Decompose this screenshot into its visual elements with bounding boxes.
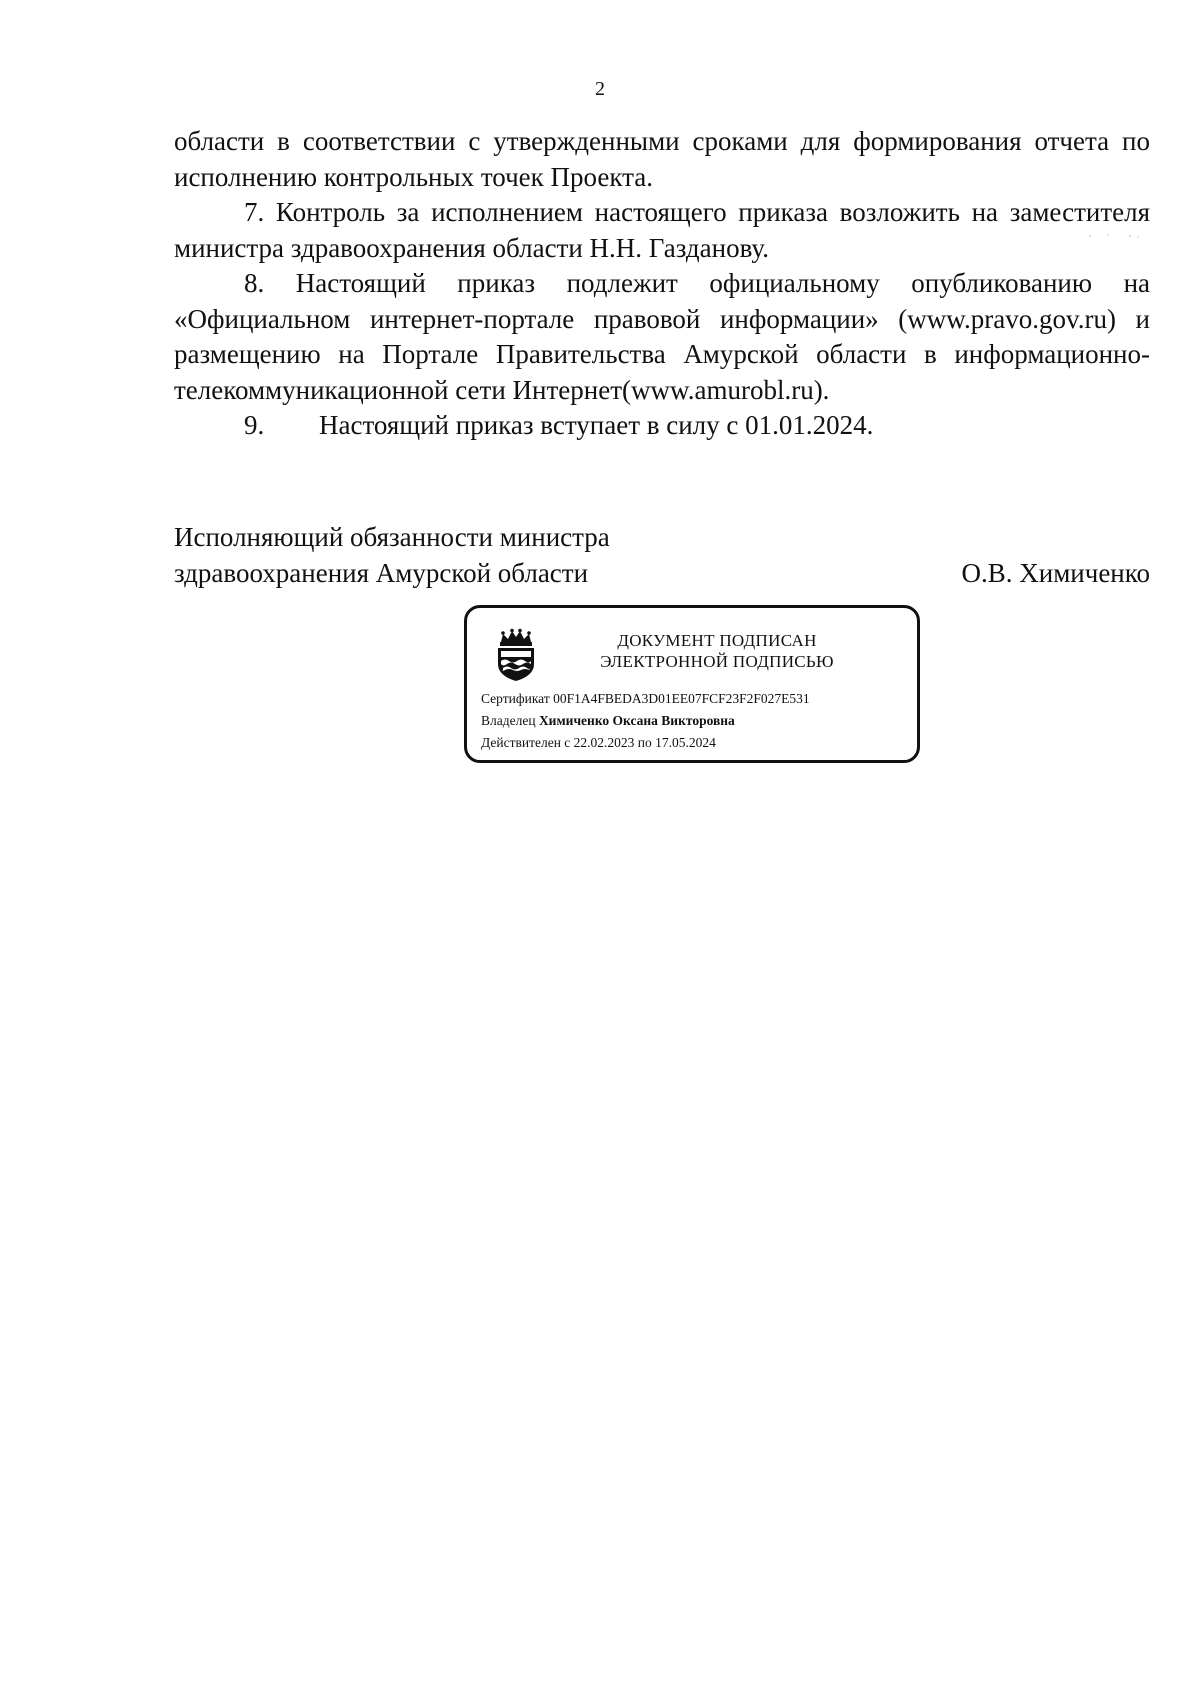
- paragraph-7: 7. Контроль за исполнением настоящего приказа возложить на заместителя министра здравоохранения области Н.Н. Газданову.: [174, 197, 1150, 263]
- document-body: [174, 124, 1150, 444]
- paragraph-9-text: Настоящий приказ вступает в силу с 01.01.2024.: [319, 410, 874, 440]
- valid-to-label: по: [637, 735, 652, 750]
- signatory-position-line-2: здравоохранения Амурской области: [174, 557, 589, 588]
- paragraph-8: 8. Настоящий приказ подлежит официальному опубликованию на «Официальном интернет-портале правовой информации» (www.pravo.gov.ru) и размещению на Портале Правительства Амурской области в информационно-телекоммуникационной сети Интернет(www.amurobl.ru).: [174, 268, 1150, 405]
- stamp-details: [481, 688, 810, 754]
- amur-region-coat-of-arms-icon: [493, 628, 539, 682]
- page-number: 2: [595, 78, 605, 100]
- certificate-label: Сертификат: [481, 691, 550, 706]
- certificate-value: 00F1A4FBEDA3D01EE07FCF23F2F027E531: [553, 691, 810, 706]
- signatory-position-line-1: Исполняющий обязанности министра: [174, 522, 610, 552]
- stamp-header: [567, 630, 867, 672]
- e-signature-stamp: [464, 605, 920, 763]
- valid-from: 22.02.2023: [573, 735, 635, 750]
- owner-value: Химиченко Оксана Викторовна: [538, 713, 735, 728]
- signatory-name: О.В. Химиченко: [961, 557, 1150, 588]
- signature-line: [174, 556, 1150, 592]
- owner-row: [481, 710, 810, 732]
- valid-to: 17.05.2024: [655, 735, 716, 750]
- stamp-header-line-2: ЭЛЕКТРОННОЙ ПОДПИСЬЮ: [600, 652, 834, 671]
- paragraph-9-number: 9.: [244, 410, 265, 440]
- signature-block: [174, 520, 1150, 591]
- paragraph-9: [174, 408, 1150, 444]
- certificate-row: [481, 688, 810, 710]
- valid-label: Действителен с: [481, 735, 571, 750]
- owner-label: Владелец: [481, 713, 536, 728]
- validity-row: [481, 732, 810, 754]
- paragraph-continuation: области в соответствии с утвержденными сроками для формирования отчета по исполнению контрольных точек Проекта.: [174, 126, 1150, 192]
- stamp-header-line-1: ДОКУМЕНТ ПОДПИСАН: [617, 631, 817, 650]
- scan-speckle: [1086, 232, 1146, 240]
